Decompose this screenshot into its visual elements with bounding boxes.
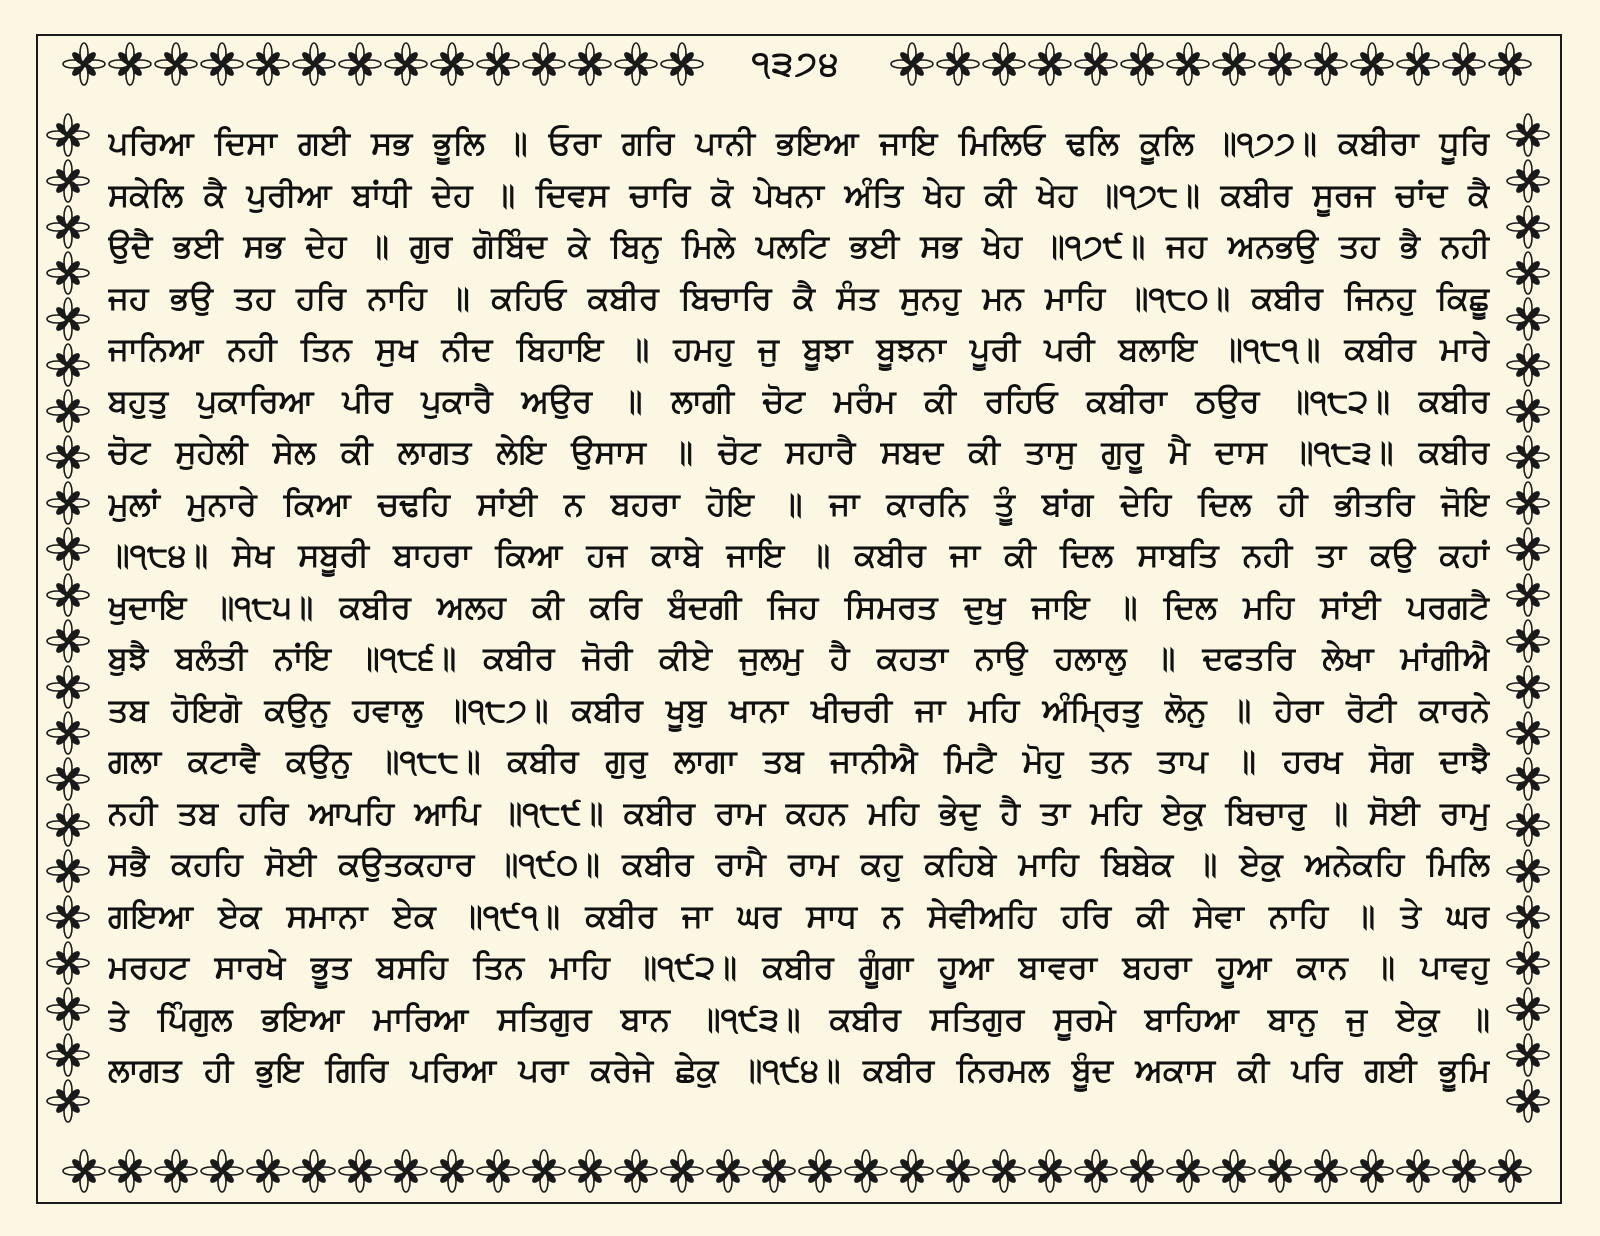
flower-icon bbox=[47, 942, 89, 984]
text-line: ਤਬ ਹੋਇਗੋ ਕਉਨੁ ਹਵਾਲੁ ॥੧੮੭॥ ਕਬੀਰ ਖੂਬੁ ਖਾਨਾ ਖੀਚਰੀ ਜਾ ਮਹਿ ਅੰਮ੍ਰਿਤੁ ਲੋਨੁ ॥ ਹੇਰਾ ਰੋਟੀ ਕਾਰਨੇ bbox=[108, 690, 1490, 729]
text-line: ਸਭੈ ਕਹਹਿ ਸੋਈ ਕਉਤਕਹਾਰ ॥੧੯੦॥ ਕਬੀਰ ਰਾਮੈ ਰਾਮ ਕਹੁ ਕਹਿਬੇ ਮਾਹਿ ਬਿਬੇਕ ॥ ਏਕੁ ਅਨੇਕਹਿ ਮਿਲਿ bbox=[108, 845, 1490, 883]
flower-icon bbox=[385, 43, 427, 85]
bottom-border-flowers bbox=[40, 1146, 1554, 1196]
text-line: ਉਦੈ ਭਈ ਸਭ ਦੇਹ ॥ ਗੁਰ ਗੋਬਿੰਦ ਕੇ ਬਿਨੁ ਮਿਲੇ ਪਲਟਿ ਭਈ ਸਭ ਖੇਹ ॥੧੭੯॥ ਜਹ ਅਨਭਉ ਤਹ ਭੈ ਨਹੀ bbox=[108, 227, 1490, 265]
flower-icon bbox=[1259, 43, 1301, 85]
flower-icon bbox=[201, 43, 243, 85]
text-line: ਮਰਹਟ ਸਾਰਖੇ ਭੂਤ ਬਸਹਿ ਤਿਨ ਮਾਹਿ ॥੧੯੨॥ ਕਬੀਰ ਗੂੰਗਾ ਹੂਆ ਬਾਵਰਾ ਬਹਰਾ ਹੂਆ ਕਾਨ ॥ ਪਾਵਹੁ bbox=[108, 948, 1490, 986]
flower-icon bbox=[47, 712, 89, 754]
flower-icon bbox=[1507, 758, 1549, 800]
text-line: ਤੇ ਪਿੰਗੁਲ ਭਇਆ ਮਾਰਿਆ ਸਤਿਗੁਰ ਬਾਨ ॥੧੯੩॥ ਕਬੀਰ ਸਤਿਗੁਰ ਸੂਰਮੇ ਬਾਹਿਆ ਬਾਨੁ ਜੁ ਏਕੁ ॥ bbox=[108, 999, 1490, 1038]
text-line: ਨਹੀ ਤਬ ਹਰਿ ਆਪਹਿ ਆਪਿ ॥੧੮੯॥ ਕਬੀਰ ਰਾਮ ਕਹਨ ਮਹਿ ਭੇਦੁ ਹੈ ਤਾ ਮਹਿ ਏਕੁ ਬਿਚਾਰੁ ॥ ਸੋਈ ਰਾਮੁ bbox=[108, 793, 1490, 832]
flower-icon bbox=[1029, 43, 1071, 85]
flower-icon bbox=[201, 1150, 243, 1192]
flower-icon bbox=[1121, 1150, 1163, 1192]
flower-icon bbox=[1507, 252, 1549, 294]
text-line: ਗਲਾ ਕਟਾਵੈ ਕਉਨੁ ॥੧੮੮॥ ਕਬੀਰ ਗੁਰੁ ਲਾਗਾ ਤਬ ਜਾਨੀਐ ਮਿਟੈ ਮੋਹੁ ਤਨ ਤਾਪ ॥ ਹਰਖ ਸੋਗ ਦਾਝੈ bbox=[108, 742, 1490, 780]
text-line: ਜਹ ਭਉ ਤਹ ਹਰਿ ਨਾਹਿ ॥ ਕਹਿਓ ਕਬੀਰ ਬਿਚਾਰਿ ਕੈ ਸੰਤ ਸੁਨਹੁ ਮਨ ਮਾਹਿ ॥੧੮੦॥ ਕਬੀਰ ਜਿਨਹੁ ਕਿਛੂ bbox=[108, 278, 1490, 317]
flower-icon bbox=[293, 1150, 335, 1192]
flower-icon bbox=[1507, 344, 1549, 386]
flower-icon bbox=[1507, 988, 1549, 1030]
flower-icon bbox=[1507, 436, 1549, 478]
text-line: ਗਇਆ ਏਕ ਸਮਾਨਾ ਏਕ ॥੧੯੧॥ ਕਬੀਰ ਜਾ ਘਰ ਸਾਧ ਨ ਸੇਵੀਅਹਿ ਹਰਿ ਕੀ ਸੇਵਾ ਨਾਹਿ ॥ ਤੇ ਘਰ bbox=[108, 896, 1490, 935]
left-floral-border bbox=[40, 90, 96, 1146]
text-line: ਬੁਝੈ ਬਲੰਤੀ ਨਾਂਇ ॥੧੮੬॥ ਕਬੀਰ ਜੋਰੀ ਕੀਏ ਜੁਲਮੁ ਹੈ ਕਹਤਾ ਨਾਉ ਹਲਾਲੁ ॥ ਦਫਤਰਿ ਲੇਖਾ ਮਾਂਗੀਐ bbox=[108, 639, 1490, 677]
flower-icon bbox=[845, 1150, 887, 1192]
flower-icon bbox=[47, 528, 89, 570]
flower-icon bbox=[1507, 804, 1549, 846]
bottom-floral-border bbox=[40, 1146, 1554, 1196]
flower-icon bbox=[47, 436, 89, 478]
flower-icon bbox=[1507, 160, 1549, 202]
flower-icon bbox=[661, 1150, 703, 1192]
flower-icon bbox=[431, 1150, 473, 1192]
flower-icon bbox=[47, 206, 89, 248]
flower-icon bbox=[1443, 1150, 1485, 1192]
flower-icon bbox=[63, 1150, 105, 1192]
flower-icon bbox=[47, 804, 89, 846]
page-number-box bbox=[738, 42, 854, 86]
flower-icon bbox=[1507, 482, 1549, 524]
flower-icon bbox=[247, 1150, 289, 1192]
flower-icon bbox=[799, 1150, 841, 1192]
flower-icon bbox=[937, 43, 979, 85]
flower-icon bbox=[1075, 1150, 1117, 1192]
flower-icon bbox=[47, 896, 89, 938]
flower-icon bbox=[47, 298, 89, 340]
flower-icon bbox=[523, 1150, 565, 1192]
text-line: ਜਾਨਿਆ ਨਹੀ ਤਿਨ ਸੁਖ ਨੀਦ ਬਿਹਾਇ ॥ ਹਮਹੁ ਜੁ ਬੂਝਾ ਬੂਝਨਾ ਪੂਰੀ ਪਰੀ ਬਲਾਇ ॥੧੮੧॥ ਕਬੀਰ ਮਾਰੇ bbox=[108, 330, 1490, 368]
flower-icon bbox=[477, 43, 519, 85]
text-line: ਮੁਲਾਂ ਮੁਨਾਰੇ ਕਿਆ ਚਢਹਿ ਸਾਂਈ ਨ ਬਹਰਾ ਹੋਇ ॥ ਜਾ ਕਾਰਨਿ ਤੂੰ ਬਾਂਗ ਦੇਹਿ ਦਿਲ ਹੀ ਭੀਤਰਿ ਜੋਇ bbox=[108, 484, 1490, 523]
flower-icon bbox=[1507, 574, 1549, 616]
flower-icon bbox=[1397, 1150, 1439, 1192]
flower-icon bbox=[615, 43, 657, 85]
text-line: ਚੋਟ ਸੁਹੇਲੀ ਸੇਲ ਕੀ ਲਾਗਤ ਲੇਇ ਉਸਾਸ ॥ ਚੋਟ ਸਹਾਰੈ ਸਬਦ ਕੀ ਤਾਸੁ ਗੁਰੂ ਮੈ ਦਾਸ ॥੧੮੩॥ ਕਬੀਰ bbox=[108, 433, 1490, 471]
flower-icon bbox=[1507, 298, 1549, 340]
right-floral-border bbox=[1500, 90, 1556, 1146]
flower-icon bbox=[339, 1150, 381, 1192]
flower-icon bbox=[891, 1150, 933, 1192]
flower-icon bbox=[47, 850, 89, 892]
flower-icon bbox=[1213, 43, 1255, 85]
flower-icon bbox=[431, 43, 473, 85]
flower-icon bbox=[47, 758, 89, 800]
flower-icon bbox=[1029, 1150, 1071, 1192]
flower-icon bbox=[1443, 43, 1485, 85]
flower-icon bbox=[1507, 1080, 1549, 1122]
flower-icon bbox=[109, 1150, 151, 1192]
text-line: ਸਕੇਲਿ ਕੈ ਪੁਰੀਆ ਬਾਂਧੀ ਦੇਹ ॥ ਦਿਵਸ ਚਾਰਿ ਕੋ ਪੇਖਨਾ ਅੰਤਿ ਖੇਹ ਕੀ ਖੇਹ ॥੧੭੮॥ ਕਬੀਰ ਸੂਰਜ ਚਾਂਦ ਕੈ bbox=[108, 175, 1490, 214]
flower-icon bbox=[1351, 1150, 1393, 1192]
flower-icon bbox=[753, 1150, 795, 1192]
flower-icon bbox=[1167, 1150, 1209, 1192]
flower-icon bbox=[47, 344, 89, 386]
page-number: ੧੩੭੪ bbox=[751, 44, 841, 84]
flower-icon bbox=[47, 252, 89, 294]
flower-icon bbox=[1351, 43, 1393, 85]
flower-icon bbox=[661, 43, 703, 85]
flower-icon bbox=[47, 666, 89, 708]
right-border-flowers bbox=[1500, 90, 1556, 1146]
text-line: ਖੁਦਾਇ ॥੧੮੫॥ ਕਬੀਰ ਅਲਹ ਕੀ ਕਰਿ ਬੰਦਗੀ ਜਿਹ ਸਿਮਰਤ ਦੁਖੁ ਜਾਇ ॥ ਦਿਲ ਮਹਿ ਸਾਂਈ ਪਰਗਟੈ bbox=[108, 587, 1490, 626]
flower-icon bbox=[47, 620, 89, 662]
flower-icon bbox=[1259, 1150, 1301, 1192]
flower-icon bbox=[1507, 942, 1549, 984]
text-line: ਬਹੁਤੁ ਪੁਕਾਰਿਆ ਪੀਰ ਪੁਕਾਰੈ ਅਉਰ ॥ ਲਾਗੀ ਚੋਟ ਮਰੰਮ ਕੀ ਰਹਿਓ ਕਬੀਰਾ ਠਉਰ ॥੧੮੨॥ ਕਬੀਰ bbox=[108, 381, 1490, 420]
flower-icon bbox=[109, 43, 151, 85]
flower-icon bbox=[1507, 666, 1549, 708]
flower-icon bbox=[47, 988, 89, 1030]
flower-icon bbox=[1507, 1034, 1549, 1076]
flower-icon bbox=[47, 574, 89, 616]
flower-icon bbox=[1397, 43, 1439, 85]
flower-icon bbox=[1489, 1150, 1531, 1192]
flower-icon bbox=[47, 1034, 89, 1076]
flower-icon bbox=[339, 43, 381, 85]
flower-icon bbox=[63, 43, 105, 85]
flower-icon bbox=[247, 43, 289, 85]
flower-icon bbox=[1507, 206, 1549, 248]
flower-icon bbox=[1507, 896, 1549, 938]
text-line: ॥੧੮੪॥ ਸੇਖ ਸਬੂਰੀ ਬਾਹਰਾ ਕਿਆ ਹਜ ਕਾਬੇ ਜਾਇ ॥ ਕਬੀਰ ਜਾ ਕੀ ਦਿਲ ਸਾਬਤਿ ਨਹੀ ਤਾ ਕਉ ਕਹਾਂ bbox=[108, 536, 1490, 574]
flower-icon bbox=[477, 1150, 519, 1192]
flower-icon bbox=[47, 114, 89, 156]
flower-icon bbox=[569, 43, 611, 85]
flower-icon bbox=[1167, 43, 1209, 85]
flower-icon bbox=[523, 43, 565, 85]
flower-icon bbox=[1213, 1150, 1255, 1192]
flower-icon bbox=[1507, 528, 1549, 570]
flower-icon bbox=[47, 160, 89, 202]
flower-icon bbox=[1075, 43, 1117, 85]
flower-icon bbox=[615, 1150, 657, 1192]
flower-icon bbox=[47, 1080, 89, 1122]
flower-icon bbox=[937, 1150, 979, 1192]
flower-icon bbox=[1305, 43, 1347, 85]
flower-icon bbox=[1507, 850, 1549, 892]
flower-icon bbox=[1121, 43, 1163, 85]
flower-icon bbox=[1305, 1150, 1347, 1192]
flower-icon bbox=[707, 1150, 749, 1192]
flower-icon bbox=[1507, 390, 1549, 432]
scripture-text bbox=[108, 118, 1490, 1148]
flower-icon bbox=[983, 1150, 1025, 1192]
flower-icon bbox=[1507, 114, 1549, 156]
flower-icon bbox=[385, 1150, 427, 1192]
left-border-flowers bbox=[40, 90, 96, 1146]
flower-icon bbox=[155, 43, 197, 85]
flower-icon bbox=[569, 1150, 611, 1192]
flower-icon bbox=[1507, 620, 1549, 662]
flower-icon bbox=[47, 390, 89, 432]
flower-icon bbox=[983, 43, 1025, 85]
flower-icon bbox=[47, 482, 89, 524]
text-line: ਲਾਗਤ ਹੀ ਭੁਇ ਗਿਰਿ ਪਰਿਆ ਪਰਾ ਕਰੇਜੇ ਛੇਕੁ ॥੧੯੪॥ ਕਬੀਰ ਨਿਰਮਲ ਬੂੰਦ ਅਕਾਸ ਕੀ ਪਰਿ ਗਈ ਭੂਮਿ bbox=[108, 1051, 1490, 1089]
flower-icon bbox=[293, 43, 335, 85]
flower-icon bbox=[1489, 43, 1531, 85]
flower-icon bbox=[891, 43, 933, 85]
flower-icon bbox=[155, 1150, 197, 1192]
text-line: ਪਰਿਆ ਦਿਸਾ ਗਈ ਸਭ ਭੂਲਿ ॥ ਓਰਾ ਗਰਿ ਪਾਨੀ ਭਇਆ ਜਾਇ ਮਿਲਿਓ ਢਲਿ ਕੂਲਿ ॥੧੭੭॥ ਕਬੀਰਾ ਧੂਰਿ bbox=[108, 124, 1490, 162]
flower-icon bbox=[1507, 712, 1549, 754]
